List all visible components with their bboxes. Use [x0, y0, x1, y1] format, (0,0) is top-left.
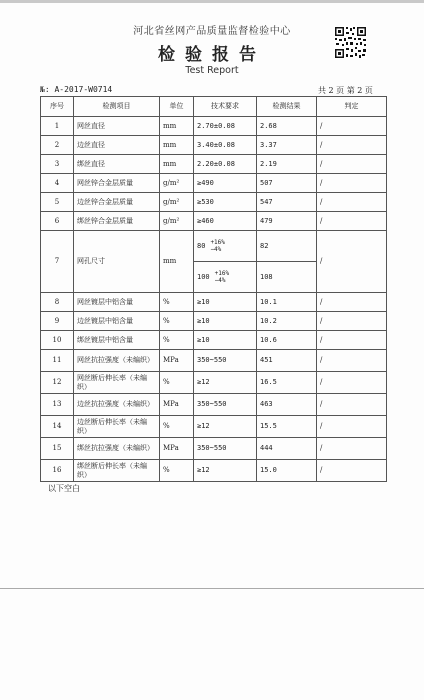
row-no: 9	[41, 312, 74, 331]
organization-name: 河北省丝网产品质量监督检验中心	[133, 26, 291, 37]
row-result: 10.6	[257, 331, 317, 350]
tolerance-plus: +16%	[214, 269, 230, 277]
col-header-result: 检测结果	[257, 97, 317, 117]
table-row	[41, 231, 387, 262]
row-verdict: /	[317, 293, 387, 312]
row-requirement: ≥10	[194, 331, 257, 350]
row-result: 463	[257, 394, 317, 416]
row-requirement: ≥12	[194, 460, 257, 482]
row-requirement: 350~550	[194, 394, 257, 416]
table-row	[41, 312, 387, 331]
row-unit: MPa	[160, 394, 194, 416]
row-no: 13	[41, 394, 74, 416]
table-row	[41, 331, 387, 350]
row-requirement	[194, 231, 257, 262]
table-row	[41, 394, 387, 416]
tolerance	[210, 239, 224, 253]
row-verdict: /	[317, 394, 387, 416]
row-unit: g/m²	[160, 193, 194, 212]
table-row	[41, 212, 387, 231]
report-subtitle: Test Report	[185, 65, 239, 76]
row-no: 11	[41, 350, 74, 372]
table-row	[41, 372, 387, 394]
row-no: 2	[41, 136, 74, 155]
row-no: 1	[41, 117, 74, 136]
row-requirement: 350~550	[194, 350, 257, 372]
row-result: 82	[257, 231, 317, 262]
row-result: 10.2	[257, 312, 317, 331]
row-unit: g/m²	[160, 212, 194, 231]
row-verdict: /	[317, 136, 387, 155]
row-verdict: /	[317, 438, 387, 460]
row-verdict: /	[317, 331, 387, 350]
row-verdict: /	[317, 350, 387, 372]
row-item: 绑丝断后伸长率（未编织）	[74, 460, 160, 482]
row-no: 16	[41, 460, 74, 482]
row-verdict: /	[317, 460, 387, 482]
row-unit: mm	[160, 117, 194, 136]
row-requirement: ≥12	[194, 372, 257, 394]
tolerance-plus: +16%	[210, 238, 225, 246]
row-item: 网孔尺寸	[74, 231, 160, 293]
row-verdict: /	[317, 312, 387, 331]
test-results-table	[40, 96, 387, 482]
row-verdict: /	[317, 416, 387, 438]
row-no: 10	[41, 331, 74, 350]
qr-code-icon	[334, 26, 367, 59]
row-requirement: ≥10	[194, 312, 257, 331]
row-item: 边丝直径	[74, 136, 160, 155]
row-item: 网丝镀层中铝含量	[74, 293, 160, 312]
row-result: 3.37	[257, 136, 317, 155]
row-result: 2.68	[257, 117, 317, 136]
row-no: 5	[41, 193, 74, 212]
row-unit: %	[160, 331, 194, 350]
row-verdict: /	[317, 117, 387, 136]
row-requirement: 2.20±0.08	[194, 155, 257, 174]
row-item: 绑丝直径	[74, 155, 160, 174]
scan-bottom-edge	[0, 588, 424, 589]
table-row	[41, 416, 387, 438]
row-requirement: ≥460	[194, 212, 257, 231]
row-item: 网丝断后伸长率（未编织）	[74, 372, 160, 394]
row-verdict: /	[317, 193, 387, 212]
row-no: 4	[41, 174, 74, 193]
row-requirement: ≥10	[194, 293, 257, 312]
row-requirement: 2.70±0.08	[194, 117, 257, 136]
row-requirement: 3.40±0.08	[194, 136, 257, 155]
row-item: 边丝镀层中铝含量	[74, 312, 160, 331]
scan-top-edge	[0, 0, 424, 3]
blank-below-note: 以下空白	[48, 484, 80, 493]
row-result: 16.5	[257, 372, 317, 394]
row-no: 3	[41, 155, 74, 174]
row-unit: %	[160, 460, 194, 482]
table-row	[41, 460, 387, 482]
col-header-no: 序号	[41, 97, 74, 117]
row-verdict: /	[317, 155, 387, 174]
row-requirement	[194, 262, 257, 293]
row-requirement: ≥12	[194, 416, 257, 438]
table-row	[41, 174, 387, 193]
row-result: 15.5	[257, 416, 317, 438]
row-item: 绑丝抗拉强度（未编织）	[74, 438, 160, 460]
table-header-row	[41, 97, 387, 117]
mesh-size-nominal: 80	[197, 242, 206, 250]
mesh-size-nominal: 100	[197, 273, 210, 281]
row-unit: %	[160, 293, 194, 312]
row-item: 网丝抗拉强度（未编织）	[74, 350, 160, 372]
page-info: 共 2 页 第 2 页	[318, 86, 373, 95]
row-result: 444	[257, 438, 317, 460]
row-item: 网丝直径	[74, 117, 160, 136]
row-result: 507	[257, 174, 317, 193]
row-result: 2.19	[257, 155, 317, 174]
table-row	[41, 155, 387, 174]
row-unit: MPa	[160, 350, 194, 372]
row-requirement: 350~550	[194, 438, 257, 460]
row-result: 10.1	[257, 293, 317, 312]
row-unit: mm	[160, 136, 194, 155]
row-verdict: /	[317, 231, 387, 293]
row-unit: mm	[160, 231, 194, 293]
tolerance-minus: −4%	[210, 246, 222, 253]
row-verdict: /	[317, 212, 387, 231]
row-result: 451	[257, 350, 317, 372]
row-unit: %	[160, 312, 194, 331]
row-unit: MPa	[160, 438, 194, 460]
row-item: 边丝抗拉强度（未编织）	[74, 394, 160, 416]
row-item: 边丝断后伸长率（未编织）	[74, 416, 160, 438]
row-requirement: ≥490	[194, 174, 257, 193]
table-row	[41, 136, 387, 155]
table-row	[41, 293, 387, 312]
col-header-verdict: 判定	[317, 97, 387, 117]
row-verdict: /	[317, 372, 387, 394]
row-requirement: ≥530	[194, 193, 257, 212]
table-row	[41, 438, 387, 460]
row-result: 547	[257, 193, 317, 212]
table-row	[41, 193, 387, 212]
row-item: 绑丝镀层中铝含量	[74, 331, 160, 350]
row-verdict: /	[317, 174, 387, 193]
row-no: 8	[41, 293, 74, 312]
row-no: 14	[41, 416, 74, 438]
row-no: 7	[41, 231, 74, 293]
row-unit: g/m²	[160, 174, 194, 193]
col-header-item: 检测项目	[74, 97, 160, 117]
row-unit: mm	[160, 155, 194, 174]
table-row	[41, 117, 387, 136]
col-header-requirement: 技术要求	[194, 97, 257, 117]
row-result: 15.0	[257, 460, 317, 482]
report-title: 检验报告	[158, 45, 266, 65]
row-item: 边丝锌合金层质量	[74, 193, 160, 212]
row-no: 6	[41, 212, 74, 231]
report-number: №: A-2017-W0714	[40, 85, 113, 94]
row-no: 12	[41, 372, 74, 394]
table-row	[41, 350, 387, 372]
row-unit: %	[160, 372, 194, 394]
tolerance	[215, 270, 229, 284]
row-item: 网丝锌合金层质量	[74, 174, 160, 193]
row-no: 15	[41, 438, 74, 460]
tolerance-minus: −4%	[214, 277, 226, 284]
row-result: 108	[257, 262, 317, 293]
row-unit: %	[160, 416, 194, 438]
row-result: 479	[257, 212, 317, 231]
col-header-unit: 单位	[160, 97, 194, 117]
row-item: 绑丝锌合金层质量	[74, 212, 160, 231]
